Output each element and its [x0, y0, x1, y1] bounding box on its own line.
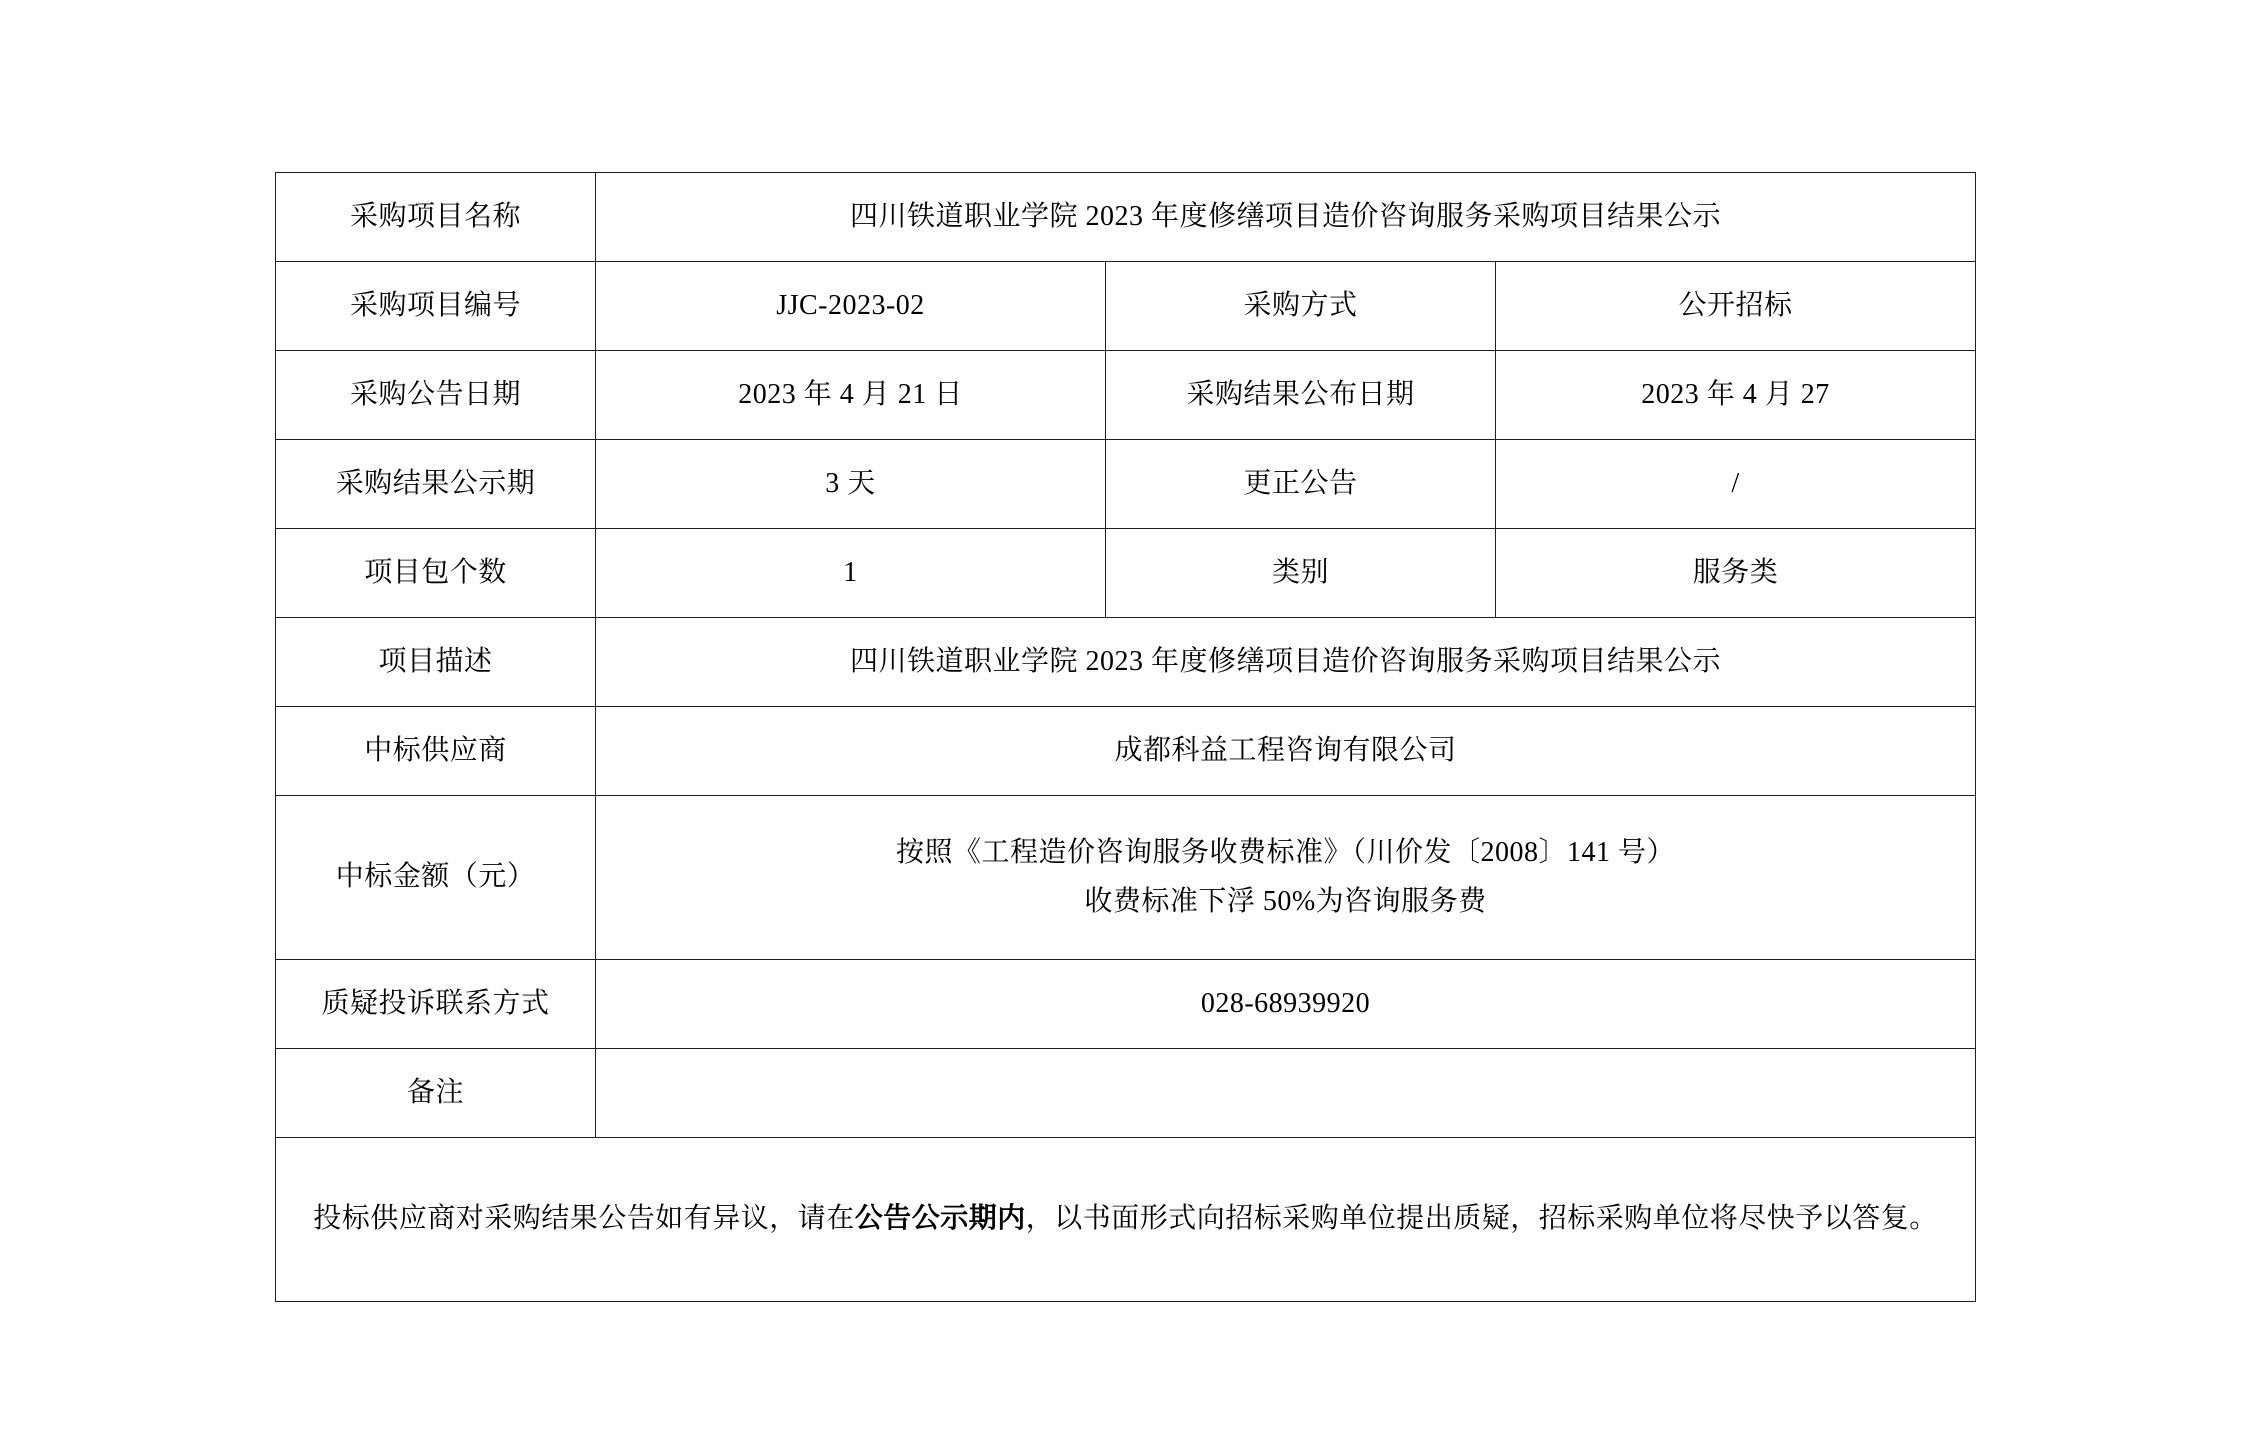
table-row [276, 1049, 1976, 1138]
row-value-result-publish-date: 2023 年 4 月 27 [1496, 351, 1976, 440]
table-row [276, 529, 1976, 618]
row-value-package-count: 1 [596, 529, 1106, 618]
row-label-project-number: 采购项目编号 [276, 262, 596, 351]
table-row [276, 173, 1976, 262]
row-value-category: 服务类 [1496, 529, 1976, 618]
row-label-result-publish-date: 采购结果公布日期 [1106, 351, 1496, 440]
footer-note-emphasis: 公告公示期内 [854, 1203, 1026, 1235]
row-label-winning-supplier: 中标供应商 [276, 707, 596, 796]
row-label-remarks: 备注 [276, 1049, 596, 1138]
table-row [276, 440, 1976, 529]
row-value-project-number: JJC-2023-02 [596, 262, 1106, 351]
table-row [276, 351, 1976, 440]
table-row [276, 262, 1976, 351]
winning-amount-line-1: 按照《工程造价咨询服务收费标准》（川价发〔2008〕141 号） [895, 836, 1675, 868]
table-row [276, 707, 1976, 796]
table-row [276, 960, 1976, 1049]
row-value-project-description: 四川铁道职业学院 2023 年度修缮项目造价咨询服务采购项目结果公示 [596, 618, 1976, 707]
table-row [276, 618, 1976, 707]
row-value-remarks [596, 1049, 1976, 1138]
row-value-project-name: 四川铁道职业学院 2023 年度修缮项目造价咨询服务采购项目结果公示 [596, 173, 1976, 262]
row-label-procurement-method: 采购方式 [1106, 262, 1496, 351]
winning-amount-line-2: 收费标准下浮 50%为咨询服务费 [1084, 885, 1487, 917]
table-row-footer-note [276, 1138, 1976, 1302]
row-value-winning-amount [596, 796, 1976, 960]
procurement-result-table [275, 172, 1976, 1302]
row-value-complaint-contact: 028-68939920 [596, 960, 1976, 1049]
row-label-category: 类别 [1106, 529, 1496, 618]
row-label-package-count: 项目包个数 [276, 529, 596, 618]
row-label-winning-amount: 中标金额（元） [276, 796, 596, 960]
row-label-complaint-contact: 质疑投诉联系方式 [276, 960, 596, 1049]
row-label-publicity-period: 采购结果公示期 [276, 440, 596, 529]
footer-note-cell [276, 1138, 1976, 1302]
row-value-correction-notice: / [1496, 440, 1976, 529]
row-value-announcement-date: 2023 年 4 月 21 日 [596, 351, 1106, 440]
row-label-project-name: 采购项目名称 [276, 173, 596, 262]
row-label-correction-notice: 更正公告 [1106, 440, 1496, 529]
row-label-announcement-date: 采购公告日期 [276, 351, 596, 440]
table-row [276, 796, 1976, 960]
row-label-project-description: 项目描述 [276, 618, 596, 707]
footer-note-part1: 投标供应商对采购结果公告如有异议，请在 [313, 1203, 855, 1235]
footer-note-part2: ，以书面形式向招标采购单位提出质疑，招标采购单位将尽快予以答复。 [1025, 1203, 1938, 1235]
row-value-publicity-period: 3 天 [596, 440, 1106, 529]
row-value-winning-supplier: 成都科益工程咨询有限公司 [596, 707, 1976, 796]
row-value-procurement-method: 公开招标 [1496, 262, 1976, 351]
